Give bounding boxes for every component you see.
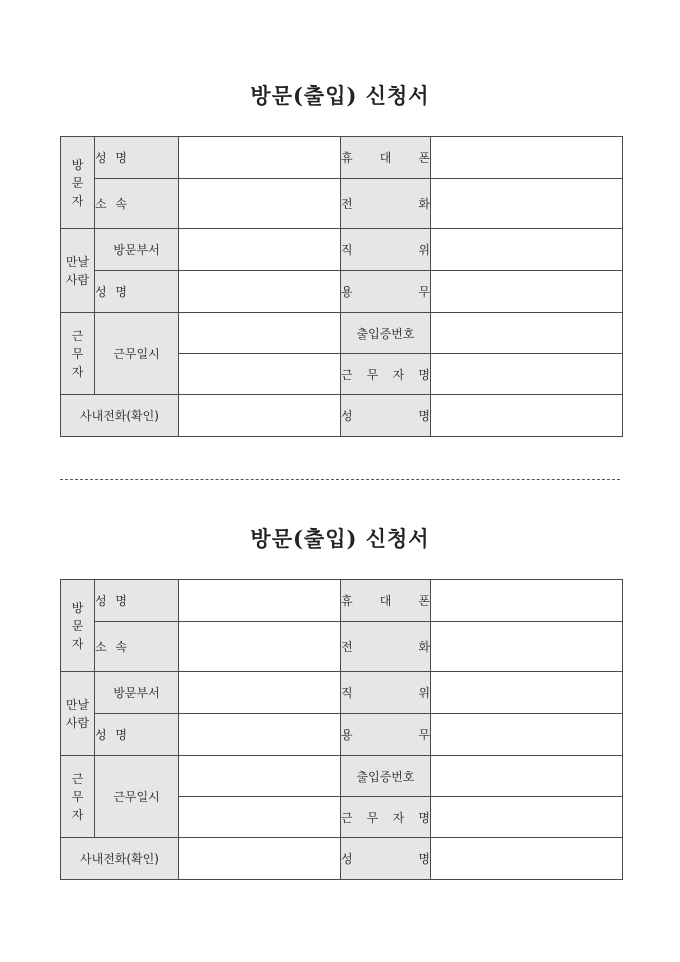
cut-line: [60, 479, 620, 480]
business-label: 용 무: [341, 271, 431, 313]
tel-label: 전 화: [341, 622, 431, 672]
confirm-name-label: 성 명: [341, 395, 431, 437]
phone-confirm-field[interactable]: [179, 838, 341, 880]
visit-request-table: [60, 579, 623, 880]
pass-no-field[interactable]: [431, 756, 623, 797]
confirm-name-field[interactable]: [431, 838, 623, 880]
work-datetime-field-1[interactable]: [179, 756, 341, 797]
confirm-name-label: 성 명: [341, 838, 431, 880]
visit-dept-field[interactable]: [179, 229, 341, 271]
business-field[interactable]: [431, 714, 623, 756]
confirm-name-field[interactable]: [431, 395, 623, 437]
work-datetime-label: 근무일시: [95, 313, 179, 395]
host-name-field[interactable]: [179, 271, 341, 313]
tel-field[interactable]: [431, 179, 623, 229]
tel-field[interactable]: [431, 622, 623, 672]
position-label: 직 위: [341, 672, 431, 714]
position-field[interactable]: [431, 672, 623, 714]
visit-dept-label: 방문부서: [95, 672, 179, 714]
affiliation-field[interactable]: [179, 622, 341, 672]
business-field[interactable]: [431, 271, 623, 313]
position-label: 직 위: [341, 229, 431, 271]
affiliation-field[interactable]: [179, 179, 341, 229]
mobile-label: 휴 대 폰: [341, 580, 431, 622]
form-title: 방문(출입) 신청서: [250, 83, 430, 108]
affiliation-label: 소 속: [95, 622, 179, 672]
pass-no-field[interactable]: [431, 313, 623, 354]
phone-confirm-label: 사내전화(확인): [61, 395, 179, 437]
host-group-label: 만날 사람: [61, 229, 95, 313]
work-datetime-label: 근무일시: [95, 756, 179, 838]
worker-group-label: 근 무 자: [61, 756, 95, 838]
visit-dept-label: 방문부서: [95, 229, 179, 271]
position-field[interactable]: [431, 229, 623, 271]
affiliation-label: 소 속: [95, 179, 179, 229]
host-name-label: 성 명: [95, 714, 179, 756]
host-name-label: 성 명: [95, 271, 179, 313]
mobile-label: 휴 대 폰: [341, 137, 431, 179]
worker-group-label: 근 무 자: [61, 313, 95, 395]
mobile-field[interactable]: [431, 580, 623, 622]
visitor-name-label: 성 명: [95, 137, 179, 179]
work-datetime-field-2[interactable]: [179, 797, 341, 838]
phone-confirm-label: 사내전화(확인): [61, 838, 179, 880]
work-datetime-field-2[interactable]: [179, 354, 341, 395]
visitor-group-label: 방 문 자: [61, 137, 95, 229]
pass-no-label: 출입증번호: [341, 756, 431, 797]
worker-name-label: 근 무 자 명: [341, 354, 431, 395]
visitor-group-label: 방 문 자: [61, 580, 95, 672]
form-title: 방문(출입) 신청서: [250, 526, 430, 551]
visit-dept-field[interactable]: [179, 672, 341, 714]
work-datetime-field-1[interactable]: [179, 313, 341, 354]
visitor-name-field[interactable]: [179, 580, 341, 622]
business-label: 용 무: [341, 714, 431, 756]
visitor-name-field[interactable]: [179, 137, 341, 179]
host-group-label: 만날 사람: [61, 672, 95, 756]
worker-name-field[interactable]: [431, 354, 623, 395]
worker-name-label: 근 무 자 명: [341, 797, 431, 838]
mobile-field[interactable]: [431, 137, 623, 179]
worker-name-field[interactable]: [431, 797, 623, 838]
visit-request-table: [60, 136, 623, 437]
tel-label: 전 화: [341, 179, 431, 229]
phone-confirm-field[interactable]: [179, 395, 341, 437]
visitor-name-label: 성 명: [95, 580, 179, 622]
pass-no-label: 출입증번호: [341, 313, 431, 354]
host-name-field[interactable]: [179, 714, 341, 756]
